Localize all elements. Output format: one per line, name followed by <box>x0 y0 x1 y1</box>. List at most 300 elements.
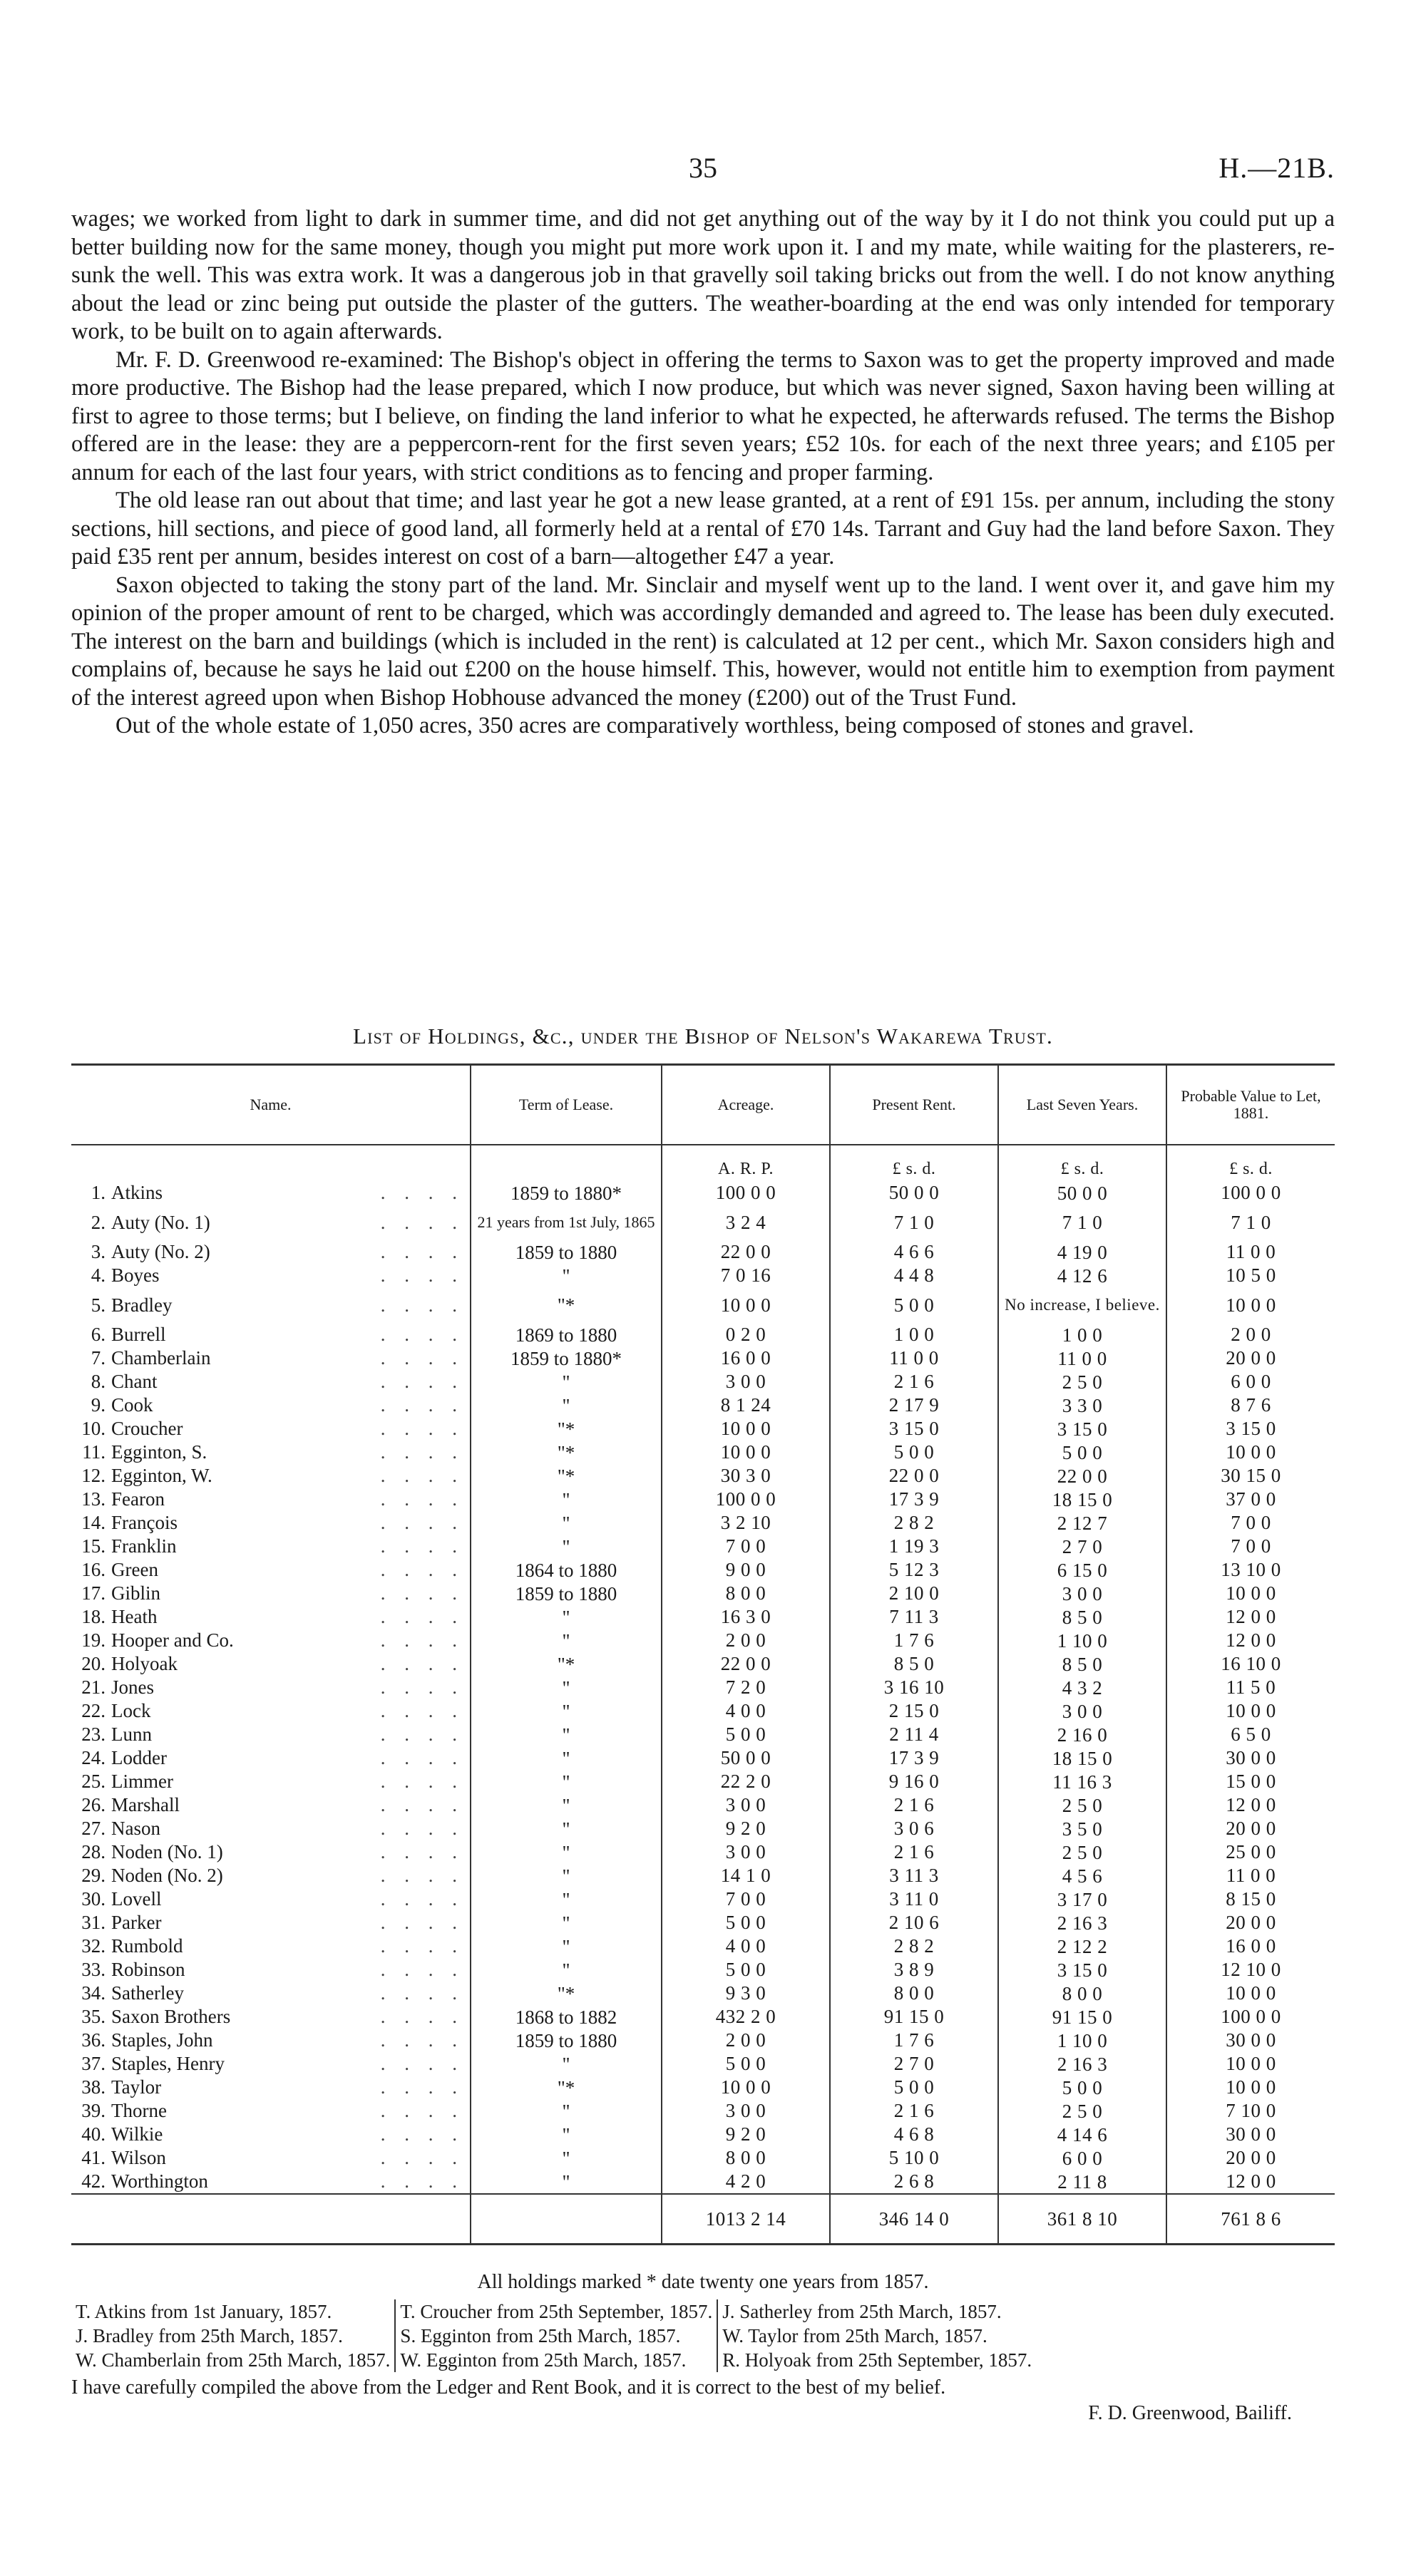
acreage: 8 0 0 <box>662 1582 830 1605</box>
row-number: 14. <box>81 1512 106 1533</box>
last-seven-years: 8 5 0 <box>998 1652 1166 1676</box>
term-of-lease: " <box>471 1488 662 1511</box>
total-rent: 346 14 0 <box>830 2194 998 2245</box>
table-row <box>71 1264 1335 1287</box>
term-of-lease: " <box>471 1629 662 1652</box>
holder-name: Marshall <box>111 1794 180 1815</box>
term-of-lease: " <box>471 1723 662 1746</box>
probable-value: 20 0 0 <box>1166 1911 1335 1934</box>
term-of-lease: "* <box>471 1652 662 1676</box>
last-seven-years: 3 5 0 <box>998 1817 1166 1840</box>
holder-name: Wilkie <box>111 2123 163 2145</box>
term-of-lease: " <box>471 1934 662 1958</box>
present-rent: 1 19 3 <box>830 1535 998 1558</box>
last-seven-years: 6 0 0 <box>998 2146 1166 2170</box>
term-of-lease: " <box>471 1605 662 1629</box>
table-row <box>71 1887 1335 1911</box>
probable-value: 6 0 0 <box>1166 1370 1335 1393</box>
table-row <box>71 1982 1335 2005</box>
holder-name-cell: 15. Franklin . . . . <box>71 1535 471 1558</box>
probable-value: 11 0 0 <box>1166 1240 1335 1264</box>
holder-name: Wilson <box>111 2147 166 2168</box>
holder-name: Lovell <box>111 1888 162 1910</box>
footnote: All holdings marked * date twenty one years from 1857. <box>477 2271 929 2293</box>
table-row <box>71 1370 1335 1393</box>
last-seven-years: 1 10 0 <box>998 2029 1166 2052</box>
term-of-lease: " <box>471 2099 662 2123</box>
holder-name: Heath <box>111 1606 158 1627</box>
holder-name: Burrell <box>111 1324 166 1345</box>
holder-name-cell: 12. Egginton, W. . . . . <box>71 1464 471 1488</box>
holder-name: Cook <box>111 1394 153 1416</box>
probable-value: 12 10 0 <box>1166 1958 1335 1982</box>
acreage: 3 0 0 <box>662 1840 830 1864</box>
term-of-lease: " <box>471 1370 662 1393</box>
holder-name: Lodder <box>111 1747 167 1768</box>
present-rent: 2 10 0 <box>830 1582 998 1605</box>
row-number: 24. <box>81 1747 106 1768</box>
last-seven-years: 11 0 0 <box>998 1346 1166 1370</box>
row-number: 26. <box>81 1794 106 1815</box>
table-row <box>71 1441 1335 1464</box>
acreage: 3 0 0 <box>662 1370 830 1393</box>
term-of-lease: " <box>471 1911 662 1934</box>
table-row <box>71 1793 1335 1817</box>
holder-name-cell: 25. Limmer . . . . <box>71 1770 471 1793</box>
acreage: 30 3 0 <box>662 1464 830 1488</box>
term-of-lease: 1868 to 1882 <box>471 2005 662 2029</box>
present-rent: 17 3 9 <box>830 1746 998 1770</box>
last-seven-years: 6 15 0 <box>998 1558 1166 1582</box>
present-rent: 5 0 0 <box>830 2076 998 2099</box>
last-seven-years: 8 5 0 <box>998 1605 1166 1629</box>
row-number: 21. <box>81 1676 106 1698</box>
last-seven-years: 5 0 0 <box>998 1441 1166 1464</box>
last-seven-years: 3 0 0 <box>998 1699 1166 1723</box>
last-seven-years: 2 12 2 <box>998 1934 1166 1958</box>
last-seven-years: 1 0 0 <box>998 1323 1166 1346</box>
probable-value: 6 5 0 <box>1166 1723 1335 1746</box>
term-of-lease: " <box>471 1393 662 1417</box>
row-number: 4. <box>91 1264 106 1286</box>
probable-value: 10 0 0 <box>1166 1441 1335 1464</box>
term-of-lease: "* <box>471 1287 662 1323</box>
last-seven-years: 22 0 0 <box>998 1464 1166 1488</box>
date-entry: W. Egginton from 25th March, 1857. <box>400 2349 687 2371</box>
last-seven-years: 91 15 0 <box>998 2005 1166 2029</box>
acreage: 3 0 0 <box>662 2099 830 2123</box>
present-rent: 1 0 0 <box>830 1323 998 1346</box>
column-header: Term of Lease. <box>471 1065 662 1145</box>
row-number: 36. <box>81 2029 106 2051</box>
acreage: 100 0 0 <box>662 1181 830 1205</box>
present-rent: 22 0 0 <box>830 1464 998 1488</box>
row-number: 9. <box>91 1394 106 1416</box>
holder-name: Croucher <box>111 1418 183 1439</box>
total-probable: 761 8 6 <box>1166 2194 1335 2245</box>
acreage: 3 0 0 <box>662 1793 830 1817</box>
row-number: 27. <box>81 1818 106 1839</box>
row-number: 33. <box>81 1959 106 1980</box>
last-seven-years: 11 16 3 <box>998 1770 1166 1793</box>
present-rent: 4 6 6 <box>830 1240 998 1264</box>
present-rent: 91 15 0 <box>830 2005 998 2029</box>
term-of-lease: " <box>471 2146 662 2170</box>
date-entry: T. Croucher from 25th September, 1857. <box>400 2301 713 2322</box>
paragraph: Mr. F. D. Greenwood re-examined: The Bishop's object in offering the terms to Saxon was to get the property improved and made more productive. The Bishop had the lease prepared, which I now produce, but which was never signed, Saxon having been willing at first to agree to those terms; but I believe, on finding the land inferior to what he expected, he afterwards refused. The terms the Bishop offered are in the lease: they are a peppercorn-rent for the first seven years; £52 10s. for each of the next three years; and £105 per annum for each of the last four years, with strict conditions as to fencing and proper farming. <box>71 346 1335 485</box>
holder-name: Lunn <box>111 1724 152 1745</box>
probable-value: 12 0 0 <box>1166 1605 1335 1629</box>
table-row <box>71 1699 1335 1723</box>
acreage: 2 0 0 <box>662 2029 830 2052</box>
last-seven-years: 3 3 0 <box>998 1393 1166 1417</box>
term-of-lease: 1859 to 1880* <box>471 1181 662 1205</box>
acreage: 7 0 0 <box>662 1535 830 1558</box>
present-rent: 5 10 0 <box>830 2146 998 2170</box>
acreage: 0 2 0 <box>662 1323 830 1346</box>
row-number: 12. <box>81 1465 106 1486</box>
table-row <box>71 1958 1335 1982</box>
holder-name: Staples, Henry <box>111 2053 225 2074</box>
paragraph: Out of the whole estate of 1,050 acres, 350 acres are comparatively worthless, being composed of stones and gravel. <box>116 713 1194 738</box>
date-entry: S. Egginton from 25th March, 1857. <box>400 2325 681 2346</box>
last-seven-years: 3 15 0 <box>998 1417 1166 1441</box>
holder-name-cell: 26. Marshall . . . . <box>71 1793 471 1817</box>
probable-value: 100 0 0 <box>1166 1181 1335 1205</box>
holder-name: Hooper and Co. <box>111 1629 234 1651</box>
present-rent: 3 8 9 <box>830 1958 998 1982</box>
table-title: List of Holdings, &c., under the Bishop of Nelson's Wakarewa Trust. <box>353 1024 1053 1049</box>
holder-name-cell: 17. Giblin . . . . <box>71 1582 471 1605</box>
holder-name: Bradley <box>111 1294 173 1316</box>
table-row <box>71 1181 1335 1205</box>
total-acreage: 1013 2 14 <box>662 2194 830 2245</box>
acreage: 22 0 0 <box>662 1652 830 1676</box>
probable-value: 10 0 0 <box>1166 2052 1335 2076</box>
table-row <box>71 1840 1335 1864</box>
row-number: 1. <box>91 1182 106 1203</box>
row-number: 40. <box>81 2123 106 2145</box>
acreage: 16 0 0 <box>662 1346 830 1370</box>
probable-value: 20 0 0 <box>1166 1346 1335 1370</box>
holder-name: Jones <box>111 1676 154 1698</box>
table-row <box>71 2029 1335 2052</box>
holder-name-cell: 8. Chant . . . . <box>71 1370 471 1393</box>
present-rent: 8 0 0 <box>830 1982 998 2005</box>
term-of-lease: " <box>471 1958 662 1982</box>
present-rent: 4 6 8 <box>830 2123 998 2146</box>
acreage: 9 0 0 <box>662 1558 830 1582</box>
holder-name: Green <box>111 1559 158 1580</box>
term-of-lease: 1869 to 1880 <box>471 1323 662 1346</box>
present-rent: 50 0 0 <box>830 1181 998 1205</box>
holder-name: Saxon Brothers <box>111 2006 231 2027</box>
holder-name: Noden (No. 1) <box>111 1841 223 1863</box>
document-reference: H.—21B. <box>1218 152 1335 184</box>
table-row <box>71 1488 1335 1511</box>
holder-name-cell: 32. Rumbold . . . . <box>71 1934 471 1958</box>
holder-name: Egginton, W. <box>111 1465 212 1486</box>
holder-name-cell: 11. Egginton, S. . . . . <box>71 1441 471 1464</box>
acreage: 16 3 0 <box>662 1605 830 1629</box>
table-row <box>71 1287 1335 1323</box>
unit-label: A. R. P. <box>662 1145 830 1181</box>
dates-column <box>71 2299 394 2372</box>
probable-value: 37 0 0 <box>1166 1488 1335 1511</box>
table-row <box>71 2170 1335 2194</box>
last-seven-years: 3 17 0 <box>998 1887 1166 1911</box>
probable-value: 13 10 0 <box>1166 1558 1335 1582</box>
holder-name-cell: 24. Lodder . . . . <box>71 1746 471 1770</box>
present-rent: 2 8 2 <box>830 1934 998 1958</box>
dates-column <box>394 2299 717 2372</box>
holder-name-cell: 23. Lunn . . . . <box>71 1723 471 1746</box>
last-seven-years: 2 16 0 <box>998 1723 1166 1746</box>
last-seven-years: 4 5 6 <box>998 1864 1166 1887</box>
present-rent: 3 11 0 <box>830 1887 998 1911</box>
probable-value: 10 0 0 <box>1166 1982 1335 2005</box>
row-number: 41. <box>81 2147 106 2168</box>
present-rent: 3 11 3 <box>830 1864 998 1887</box>
holdings-table <box>71 1063 1335 2245</box>
column-header: Last Seven Years. <box>998 1065 1166 1145</box>
acreage: 100 0 0 <box>662 1488 830 1511</box>
last-seven-years: 2 7 0 <box>998 1535 1166 1558</box>
term-of-lease: " <box>471 2123 662 2146</box>
lease-dates <box>71 2299 1335 2372</box>
term-of-lease: 1859 to 1880* <box>471 1346 662 1370</box>
row-number: 7. <box>91 1347 106 1369</box>
row-number: 16. <box>81 1559 106 1580</box>
row-number: 18. <box>81 1606 106 1627</box>
last-seven-years: 2 5 0 <box>998 2099 1166 2123</box>
table-row <box>71 1629 1335 1652</box>
holder-name: Egginton, S. <box>111 1441 207 1463</box>
present-rent: 2 1 6 <box>830 1793 998 1817</box>
probable-value: 30 0 0 <box>1166 1746 1335 1770</box>
acreage: 7 0 0 <box>662 1887 830 1911</box>
total-last-seven: 361 8 10 <box>998 2194 1166 2245</box>
term-of-lease: " <box>471 1511 662 1535</box>
date-entry: W. Chamberlain from 25th March, 1857. <box>76 2349 391 2371</box>
paragraph: wages; we worked from light to dark in summer time, and did not get anything out of the way by it I do not think you could put up a better building now for the same money, though you might put more work upon it. I and my mate, while waiting for the plasterers, re-sunk the well. This was extra work. It was a dangerous job in that gravelly soil taking bricks out from the well. I do not know anything about the lead or zinc being put outside the plaster of the gutters. The weather-boarding at the end was only intended for temporary work, to be built on to again afterwards. <box>71 206 1335 344</box>
row-number: 31. <box>81 1912 106 1933</box>
last-seven-years: 4 14 6 <box>998 2123 1166 2146</box>
holder-name-cell: 9. Cook . . . . <box>71 1393 471 1417</box>
holder-name: Robinson <box>111 1959 185 1980</box>
table-row <box>71 1746 1335 1770</box>
unit-label: £ s. d. <box>1166 1145 1335 1181</box>
holder-name-cell: 16. Green . . . . <box>71 1558 471 1582</box>
column-header: Probable Value to Let, 1881. <box>1166 1065 1335 1145</box>
table-row <box>71 1393 1335 1417</box>
holder-name: Boyes <box>111 1264 160 1286</box>
date-entry: J. Satherley from 25th March, 1857. <box>722 2301 1002 2322</box>
row-number: 38. <box>81 2076 106 2098</box>
probable-value: 16 0 0 <box>1166 1934 1335 1958</box>
row-number: 5. <box>91 1294 106 1316</box>
term-of-lease: " <box>471 1676 662 1699</box>
holder-name: Parker <box>111 1912 162 1933</box>
probable-value: 10 5 0 <box>1166 1264 1335 1287</box>
holder-name-cell: 1. Atkins . . . . <box>71 1181 471 1205</box>
term-of-lease: " <box>471 1840 662 1864</box>
table-row <box>71 2146 1335 2170</box>
holder-name-cell: 41. Wilson . . . . <box>71 2146 471 2170</box>
probable-value: 2 0 0 <box>1166 1323 1335 1346</box>
holder-name: Staples, John <box>111 2029 213 2051</box>
probable-value: 20 0 0 <box>1166 1817 1335 1840</box>
last-seven-years: 2 12 7 <box>998 1511 1166 1535</box>
row-number: 25. <box>81 1771 106 1792</box>
acreage: 3 2 4 <box>662 1205 830 1240</box>
probable-value: 7 0 0 <box>1166 1535 1335 1558</box>
table-row <box>71 1723 1335 1746</box>
holder-name: Chant <box>111 1371 158 1392</box>
holder-name-cell: 39. Thorne . . . . <box>71 2099 471 2123</box>
present-rent: 2 8 2 <box>830 1511 998 1535</box>
term-of-lease: 1859 to 1880 <box>471 1582 662 1605</box>
holder-name-cell: 36. Staples, John . . . . <box>71 2029 471 2052</box>
acreage: 10 0 0 <box>662 1287 830 1323</box>
probable-value: 7 1 0 <box>1166 1205 1335 1240</box>
holder-name-cell: 10. Croucher . . . . <box>71 1417 471 1441</box>
term-of-lease: " <box>471 1746 662 1770</box>
acreage: 9 3 0 <box>662 1982 830 2005</box>
present-rent: 9 16 0 <box>830 1770 998 1793</box>
holder-name: Worthington <box>111 2170 208 2192</box>
table-row <box>71 1864 1335 1887</box>
last-seven-years: 7 1 0 <box>998 1205 1166 1240</box>
signature: F. D. Greenwood, Bailiff. <box>1088 2402 1292 2424</box>
row-number: 10. <box>81 1418 106 1439</box>
probable-value: 10 0 0 <box>1166 2076 1335 2099</box>
row-number: 11. <box>82 1441 106 1463</box>
term-of-lease: 1859 to 1880 <box>471 1240 662 1264</box>
table-row <box>71 1464 1335 1488</box>
acreage: 50 0 0 <box>662 1746 830 1770</box>
paragraph: The old lease ran out about that time; and last year he got a new lease granted, at a rent of £91 15s. per annum, including the stony sections, hill sections, and piece of good land, all formerly held at a rental of £70 14s. Tarrant and Guy had the land before Saxon. They paid £35 rent per annum, besides interest on cost of a barn—altogether £47 a year. <box>71 488 1335 570</box>
date-entry: T. Atkins from 1st January, 1857. <box>76 2301 332 2322</box>
holder-name-cell: 28. Noden (No. 1) . . . . <box>71 1840 471 1864</box>
table-row <box>71 1652 1335 1676</box>
holder-name: Nason <box>111 1818 160 1839</box>
holder-name: Franklin <box>111 1535 177 1557</box>
acreage: 432 2 0 <box>662 2005 830 2029</box>
probable-value: 30 0 0 <box>1166 2123 1335 2146</box>
row-number: 8. <box>91 1371 106 1392</box>
last-seven-years: 50 0 0 <box>998 1181 1166 1205</box>
holder-name-cell: 19. Hooper and Co. . . . . <box>71 1629 471 1652</box>
row-number: 28. <box>81 1841 106 1863</box>
term-of-lease: " <box>471 1793 662 1817</box>
table-row <box>71 1558 1335 1582</box>
holder-name-cell: 22. Lock . . . . <box>71 1699 471 1723</box>
present-rent: 2 17 9 <box>830 1393 998 1417</box>
acreage: 10 0 0 <box>662 2076 830 2099</box>
last-seven-years: 2 5 0 <box>998 1370 1166 1393</box>
term-of-lease: "* <box>471 1441 662 1464</box>
acreage: 5 0 0 <box>662 1958 830 1982</box>
last-seven-years: 4 12 6 <box>998 1264 1166 1287</box>
holder-name-cell: 27. Nason . . . . <box>71 1817 471 1840</box>
holder-name: Rumbold <box>111 1935 183 1957</box>
holder-name-cell: 21. Jones . . . . <box>71 1676 471 1699</box>
acreage: 22 2 0 <box>662 1770 830 1793</box>
holder-name-cell: 42. Worthington . . . . <box>71 2170 471 2194</box>
holder-name: Holyoak <box>111 1653 178 1674</box>
row-number: 35. <box>81 2006 106 2027</box>
date-entry: J. Bradley from 25th March, 1857. <box>76 2325 343 2346</box>
holder-name-cell: 37. Staples, Henry . . . . <box>71 2052 471 2076</box>
holder-name-cell: 6. Burrell . . . . <box>71 1323 471 1346</box>
probable-value: 30 0 0 <box>1166 2029 1335 2052</box>
present-rent: 5 0 0 <box>830 1441 998 1464</box>
row-number: 15. <box>81 1535 106 1557</box>
last-seven-years: 3 15 0 <box>998 1958 1166 1982</box>
present-rent: 2 1 6 <box>830 1840 998 1864</box>
probable-value: 25 0 0 <box>1166 1840 1335 1864</box>
acreage: 4 0 0 <box>662 1934 830 1958</box>
probable-value: 10 0 0 <box>1166 1287 1335 1323</box>
last-seven-years: 2 5 0 <box>998 1793 1166 1817</box>
acreage: 10 0 0 <box>662 1441 830 1464</box>
row-number: 17. <box>81 1582 106 1604</box>
present-rent: 3 16 10 <box>830 1676 998 1699</box>
holder-name: François <box>111 1512 178 1533</box>
present-rent: 2 10 6 <box>830 1911 998 1934</box>
holder-name: Atkins <box>111 1182 163 1203</box>
acreage: 14 1 0 <box>662 1864 830 1887</box>
row-number: 23. <box>81 1724 106 1745</box>
body-text <box>71 205 1335 741</box>
acreage: 22 0 0 <box>662 1240 830 1264</box>
table-row <box>71 2005 1335 2029</box>
holder-name-cell: 5. Bradley . . . . <box>71 1287 471 1323</box>
holder-name-cell: 29. Noden (No. 2) . . . . <box>71 1864 471 1887</box>
holder-name-cell: 34. Satherley . . . . <box>71 1982 471 2005</box>
last-seven-years: 5 0 0 <box>998 2076 1166 2099</box>
last-seven-years: No increase, I believe. <box>998 1287 1166 1323</box>
acreage: 7 0 16 <box>662 1264 830 1287</box>
acreage: 9 2 0 <box>662 2123 830 2146</box>
probable-value: 15 0 0 <box>1166 1770 1335 1793</box>
holder-name: Auty (No. 2) <box>111 1241 210 1262</box>
term-of-lease: "* <box>471 1464 662 1488</box>
present-rent: 3 15 0 <box>830 1417 998 1441</box>
unit-label: £ s. d. <box>998 1145 1166 1181</box>
present-rent: 2 1 6 <box>830 2099 998 2123</box>
table-row <box>71 1934 1335 1958</box>
holder-name-cell: 33. Robinson . . . . <box>71 1958 471 1982</box>
acreage: 5 0 0 <box>662 1911 830 1934</box>
column-header: Acreage. <box>662 1065 830 1145</box>
row-number: 2. <box>91 1211 106 1233</box>
probable-value: 16 10 0 <box>1166 1652 1335 1676</box>
acreage: 5 0 0 <box>662 2052 830 2076</box>
acreage: 7 2 0 <box>662 1676 830 1699</box>
table-row <box>71 2076 1335 2099</box>
probable-value: 10 0 0 <box>1166 1699 1335 1723</box>
holder-name-cell: 3. Auty (No. 2) . . . . <box>71 1240 471 1264</box>
term-of-lease: 1859 to 1880 <box>471 2029 662 2052</box>
table-row <box>71 1417 1335 1441</box>
holder-name-cell: 31. Parker . . . . <box>71 1911 471 1934</box>
present-rent: 4 4 8 <box>830 1264 998 1287</box>
table-row <box>71 1911 1335 1934</box>
present-rent: 7 1 0 <box>830 1205 998 1240</box>
last-seven-years: 3 0 0 <box>998 1582 1166 1605</box>
